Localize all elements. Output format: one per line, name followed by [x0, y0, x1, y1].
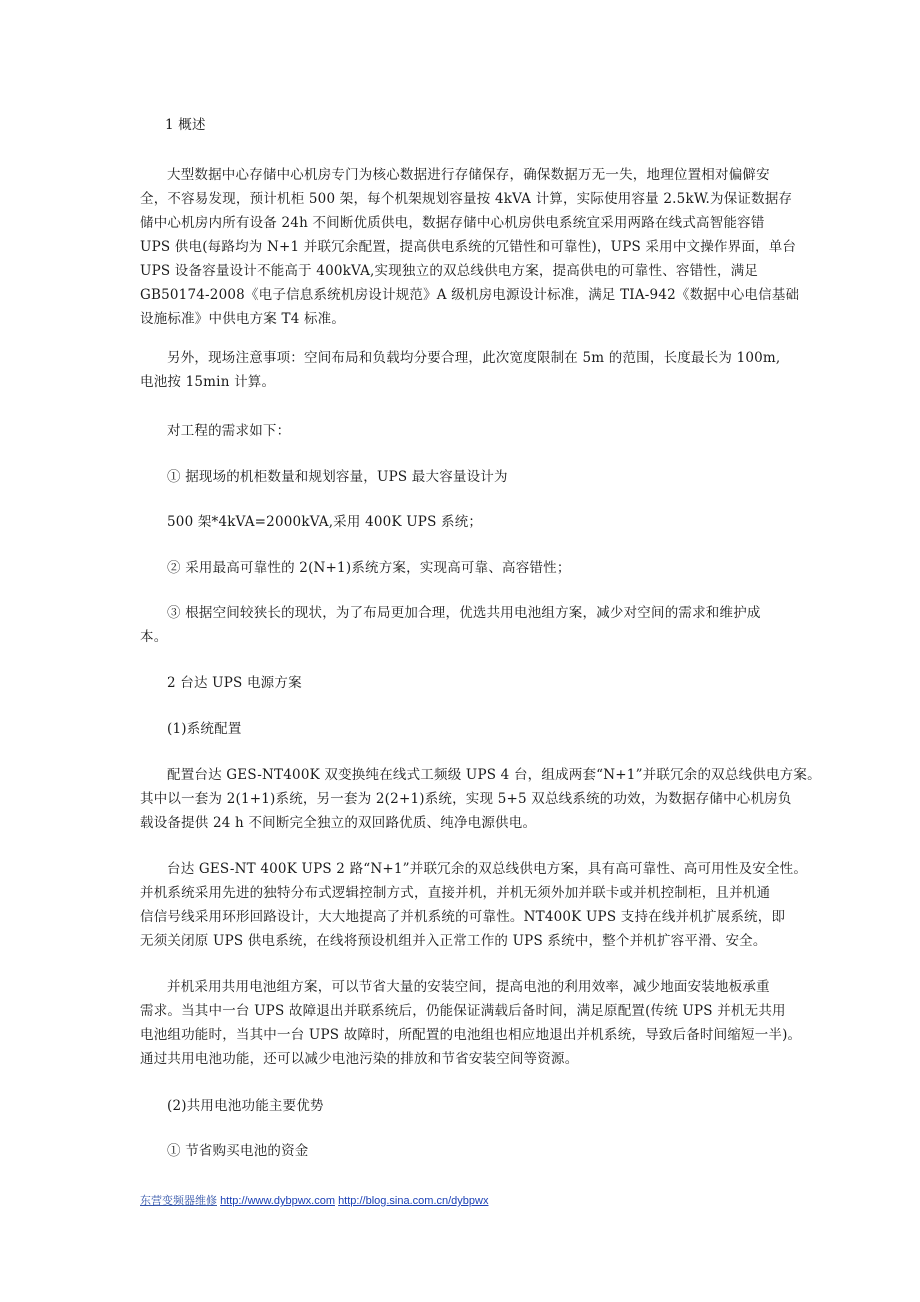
paragraph-parallel [140, 857, 808, 953]
text-line: 配置台达 GES-NT400K 双变换纯在线式工频级 UPS 4 台，组成两套“N+1”并联冗余的双总线供电方案。 [167, 767, 821, 783]
footer [140, 1192, 488, 1208]
text-line: 需求。当其中一台 UPS 故障退出并联系统后，仍能保证满载后备时间，满足原配置(传统 UPS 并机无共用 [140, 1003, 786, 1019]
text-line: 电池组功能时，当其中一台 UPS 故障时，所配置的电池组也相应地退出并机系统，导致后备时间缩短一半)。 [140, 1027, 802, 1043]
text-line: 全，不容易发现，预计机柜 500 架，每个机架规划容量按 4kVA 计算，实际使用容量 2.5kW.为保证数据存 [140, 191, 793, 207]
footer-link-repair[interactable]: 东营变频器维修 [140, 1195, 217, 1207]
subsection-system-config: (1)系统配置 [167, 721, 242, 737]
text-line: GB50174-2008《电子信息系统机房设计规范》A 级机房电源设计标准，满足 TIA-942《数据中心电信基础 [140, 287, 800, 303]
text-line: 本。 [140, 629, 168, 645]
text-line: 其中以一套为 2(1+1)系统，另一套为 2(2+1)系统，实现 5+5 双总线系统的功效，为数据存储中心机房负 [140, 791, 792, 807]
text-line: 大型数据中心存储中心机房专门为核心数据进行存储保存，确保数据万无一失，地理位置相对偏僻安 [167, 167, 770, 183]
text-line: 电池按 15min 计算。 [140, 374, 276, 390]
requirement-1-detail: 500 架*4kVA=2000kVA,采用 400K UPS 系统； [167, 514, 483, 530]
text-line: 信信号线采用环形回路设计，大大地提高了并机系统的可靠性。NT400K UPS 支持在线并机扩展系统，即 [140, 909, 786, 925]
advantage-1: ① 节省购买电池的资金 [167, 1143, 309, 1159]
text-line: ③ 根据空间较狭长的现状，为了布局更加合理，优选共用电池组方案，减少对空间的需求和维护成 [167, 605, 761, 621]
footer-link-website[interactable]: http://www.dybpwx.com [220, 1195, 335, 1207]
text-line: 另外，现场注意事项：空间布局和负载均分要合理，此次宽度限制在 5m 的范围，长度最长为 100m, [167, 350, 781, 366]
text-line: 无须关闭原 UPS 供电系统，在线将预设机组并入正常工作的 UPS 系统中，整个并机扩容平滑、安全。 [140, 933, 767, 949]
paragraph-shared-battery [140, 975, 802, 1071]
footer-link-blog[interactable]: http://blog.sina.com.cn/dybpwx [338, 1195, 489, 1207]
requirements-intro: 对工程的需求如下： [167, 423, 291, 439]
requirement-1: ① 据现场的机柜数量和规划容量，UPS 最大容量设计为 [167, 469, 508, 485]
section-2-heading: 2 台达 UPS 电源方案 [167, 675, 302, 691]
text-line: 台达 GES-NT 400K UPS 2 路“N+1”并联冗余的双总线供电方案，具有高可靠性、高可用性及安全性。 [167, 861, 808, 877]
paragraph-config [140, 763, 821, 835]
text-line: 设施标准》中供电方案 T4 标准。 [140, 311, 346, 327]
paragraph-site-notes [140, 346, 790, 394]
text-line: 通过共用电池功能，还可以减少电池污染的排放和节省安装空间等资源。 [140, 1051, 579, 1067]
subsection-battery-advantages: (2)共用电池功能主要优势 [167, 1098, 324, 1114]
text-line: 并机采用共用电池组方案，可以节省大量的安装空间，提高电池的利用效率，减少地面安装地板承重 [167, 979, 770, 995]
text-line: 并机系统采用先进的独特分布式逻辑控制方式，直接并机，并机无须外加并联卡或并机控制柜，且并机通 [140, 885, 771, 901]
requirement-2: ② 采用最高可靠性的 2(N+1)系统方案，实现高可靠、高容错性； [167, 560, 571, 576]
text-line: UPS 设备容量设计不能高于 400kVA,实现独立的双总线供电方案，提高供电的可靠性、容错性，满足 [140, 263, 759, 279]
requirement-3 [140, 601, 790, 649]
paragraph-overview [140, 163, 800, 331]
text-line: 载设备提供 24 h 不间断完全独立的双回路优质、纯净电源供电。 [140, 815, 537, 831]
text-line: UPS 供电(每路均为 N+1 并联冗余配置，提高供电系统的冗错性和可靠性)，UPS 采用中文操作界面，单台 [140, 239, 797, 255]
text-line: 储中心机房内所有设备 24h 不间断优质供电，数据存储中心机房供电系统宜采用两路在线式高智能容错 [140, 215, 765, 231]
section-1-heading: 1 概述 [165, 117, 206, 133]
